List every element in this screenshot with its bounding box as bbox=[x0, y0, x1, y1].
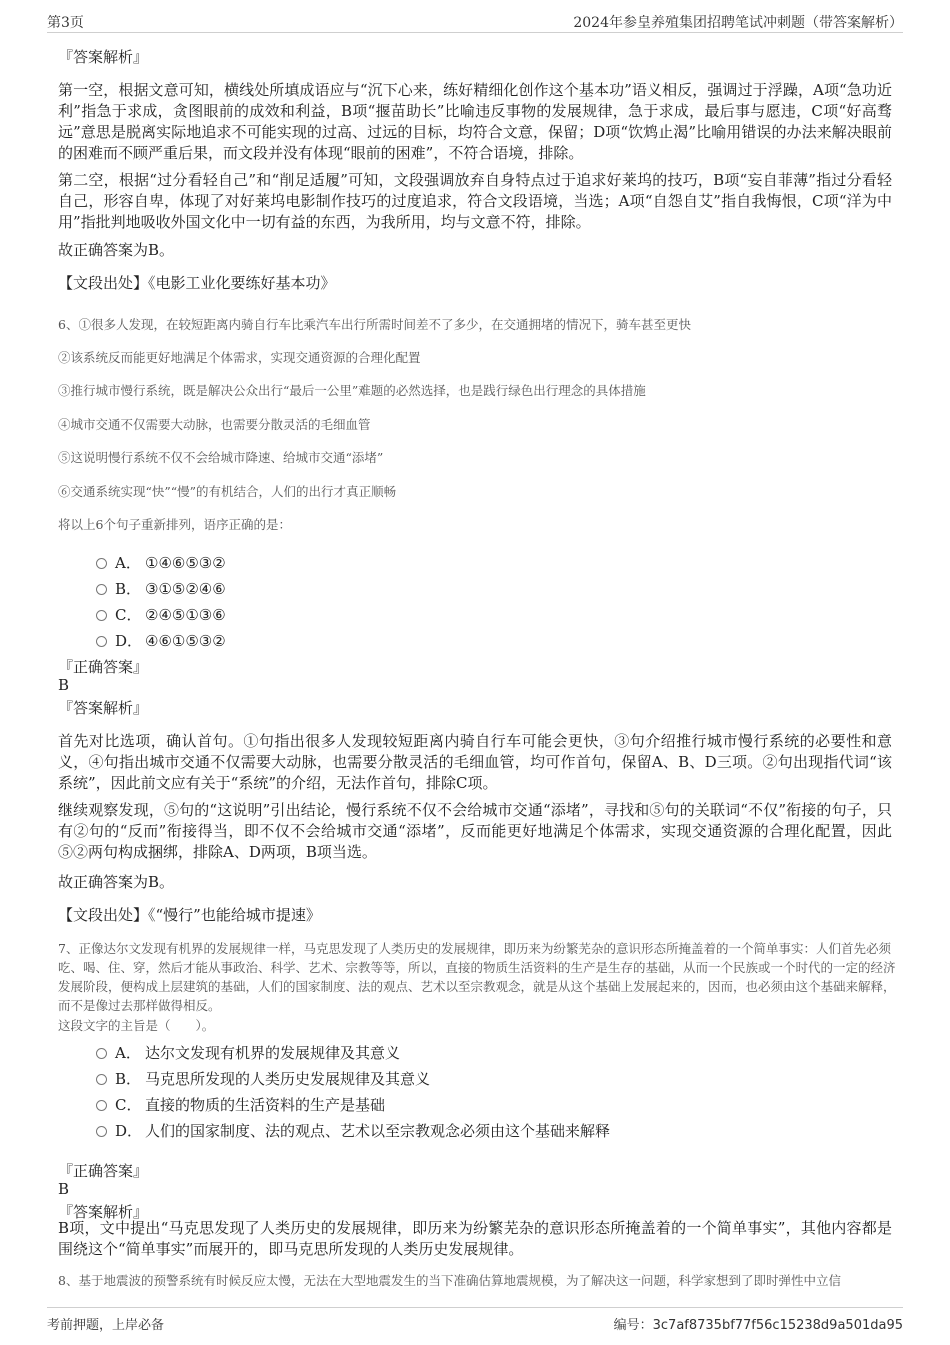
q8-stem: 8、基于地震波的预警系统有时候反应太慢，无法在大型地震发生的当下准确估算地震规模，为了解决这一问题，科学家想到了即时弹性中立信 bbox=[58, 1273, 841, 1288]
q5-source: 【文段出处】《电影工业化要练好基本功》 bbox=[58, 274, 336, 292]
q7-option-d[interactable]: D． 人们的国家制度、法的观点、艺术以至宗教观念必须由这个基础来解释 bbox=[96, 1120, 610, 1141]
radio-icon[interactable] bbox=[96, 636, 107, 647]
radio-icon[interactable] bbox=[96, 1048, 107, 1059]
footer-code: 编号：3c7af8735bf77f56c15238d9a501da95 bbox=[613, 1318, 903, 1333]
radio-icon[interactable] bbox=[96, 1074, 107, 1085]
q6-question: 将以上6个句子重新排列，语序正确的是： bbox=[58, 517, 291, 532]
page-header bbox=[47, 10, 903, 33]
q7-analysis: B项，文中提出“马克思发现了人类历史的发展规律，即历来为纷繁芜杂的意识形态所掩盖着的一个简单事实”，其他内容都是围绕这个“简单事实”而展开的，即马克思所发现的人类历史发展规律。 bbox=[58, 1219, 892, 1258]
page-number: 第3页 bbox=[47, 15, 84, 31]
q6-conclusion: 故正确答案为B。 bbox=[58, 873, 175, 891]
q6-correct-tag: 『正确答案』 bbox=[58, 658, 149, 676]
footer-slogan: 考前押题，上岸必备 bbox=[47, 1318, 165, 1333]
q6-option-a[interactable]: A． ①④⑥⑤③② bbox=[96, 552, 226, 573]
q5-analysis-tag: 『答案解析』 bbox=[58, 48, 149, 66]
q6-sentence-5: ⑤这说明慢行系统不仅不会给城市降速、给城市交通“添堵” bbox=[58, 450, 384, 465]
radio-icon[interactable] bbox=[96, 558, 107, 569]
q5-analysis-p1: 第一空，根据文意可知，横线处所填成语应与“沉下心来，练好精细化创作这个基本功”语义相反，强调过于浮躁，A项“急功近利”指急于求成，贪图眼前的成效和利益，B项“揠苗助长”比喻违反事物的发展规律，急于求成，最后事与愿违，C项“好高骛远”意思是脱离实际地追求不可能实现的过高、过远的目标，均符合文意，保留；D项“饮鸩止渴”比喻用错误的办法来解决眼前的困难而不顾严重后果，而文段并没有体现“眼前的困难”，不符合语境，排除。 bbox=[58, 81, 892, 162]
q6-analysis-p1: 首先对比选项，确认首句。①句指出很多人发现较短距离内骑自行车可能会更快，③句介绍推行城市慢行系统的必要性和意义，④句指出城市交通不仅需要大动脉，也需要分散灵活的毛细血管，均可作首句，保留A、B、D三项。②句出现指代词“该系统”，因此前文应有关于“系统”的介绍，无法作首句，排除C项。 bbox=[58, 732, 892, 792]
q6-sentence-4: ④城市交通不仅需要大动脉，也需要分散灵活的毛细血管 bbox=[58, 417, 371, 432]
q6-sentence-3: ③推行城市慢行系统，既是解决公众出行“最后一公里”难题的必然选择，也是践行绿色出行理念的具体措施 bbox=[58, 383, 646, 398]
q6-source: 【文段出处】《“慢行”也能给城市提速》 bbox=[58, 906, 321, 924]
q6-stem: 6、①很多人发现，在较短距离内骑自行车比乘汽车出行所需时间差不了多少，在交通拥堵的情况下，骑车甚至更快 bbox=[58, 317, 691, 332]
q6-analysis-tag: 『答案解析』 bbox=[58, 699, 149, 717]
q6-option-b[interactable]: B． ③①⑤②④⑥ bbox=[96, 578, 226, 599]
q6-correct-answer: B bbox=[58, 676, 70, 694]
q7-correct-answer: B bbox=[58, 1180, 70, 1198]
q6-option-c[interactable]: C． ②④⑤①③⑥ bbox=[96, 604, 226, 625]
document-title: 2024年参皇养殖集团招聘笔试冲刺题（带答案解析） bbox=[573, 15, 903, 31]
q5-analysis-p2: 第二空，根据“过分看轻自己”和“削足适履”可知，文段强调放弃自身特点过于追求好莱坞的技巧，B项“妄自菲薄”指过分看轻自己，形容自卑，体现了对好莱坞电影制作技巧的过度追求，符合文段语境，当选；A项“自怨自艾”指自我悔恨，C项“洋为中用”指批判地吸收外国文化中一切有益的东西，为我所用，均与文意不符，排除。 bbox=[58, 171, 892, 231]
q7-option-a[interactable]: A． 达尔文发现有机界的发展规律及其意义 bbox=[96, 1042, 400, 1063]
radio-icon[interactable] bbox=[96, 1126, 107, 1137]
q7-option-b[interactable]: B． 马克思所发现的人类历史发展规律及其意义 bbox=[96, 1068, 430, 1089]
q5-conclusion: 故正确答案为B。 bbox=[58, 241, 175, 259]
radio-icon[interactable] bbox=[96, 610, 107, 621]
q7-analysis-tag: 『答案解析』 bbox=[58, 1203, 149, 1221]
q6-sentence-6: ⑥交通系统实现“快”“慢”的有机结合，人们的出行才真正顺畅 bbox=[58, 484, 397, 499]
q7-question: 这段文字的主旨是（ ）。 bbox=[58, 1018, 215, 1033]
q7-stem: 7、正像达尔文发现有机界的发展规律一样，马克思发现了人类历史的发展规律，即历来为纷繁芜杂的意识形态所掩盖着的一个简单事实：人们首先必须吃、喝、住、穿，然后才能从事政治、科学、艺术、宗教等等，所以，直接的物质生活资料的生产是生存的基础，从而一个民族或一个时代的一定的经济发展阶段，便构成上层建筑的基础，人们的国家制度、法的观点、艺术以至宗教观念，就是从这个基础上发展起来的，因而，也必须由这个基础来解释，而不是像过去那样做得相反。 bbox=[58, 941, 896, 1013]
radio-icon[interactable] bbox=[96, 1100, 107, 1111]
q6-analysis-p2: 继续观察发现，⑤句的“这说明”引出结论，慢行系统不仅不会给城市交通“添堵”，寻找和⑤句的关联词“不仅”衔接的句子，只有②句的“反而”衔接得当，即不仅不会给城市交通“添堵”，反而能更好地满足个体需求，实现交通资源的合理化配置，因此⑤②两句构成捆绑，排除A、D两项，B项当选。 bbox=[58, 801, 892, 861]
q7-option-c[interactable]: C． 直接的物质的生活资料的生产是基础 bbox=[96, 1094, 385, 1115]
page-footer bbox=[47, 1307, 903, 1336]
q6-option-d[interactable]: D． ④⑥①⑤③② bbox=[96, 630, 226, 651]
q6-sentence-2: ②该系统反而能更好地满足个体需求，实现交通资源的合理化配置 bbox=[58, 350, 421, 365]
radio-icon[interactable] bbox=[96, 584, 107, 595]
q7-correct-tag: 『正确答案』 bbox=[58, 1162, 149, 1180]
